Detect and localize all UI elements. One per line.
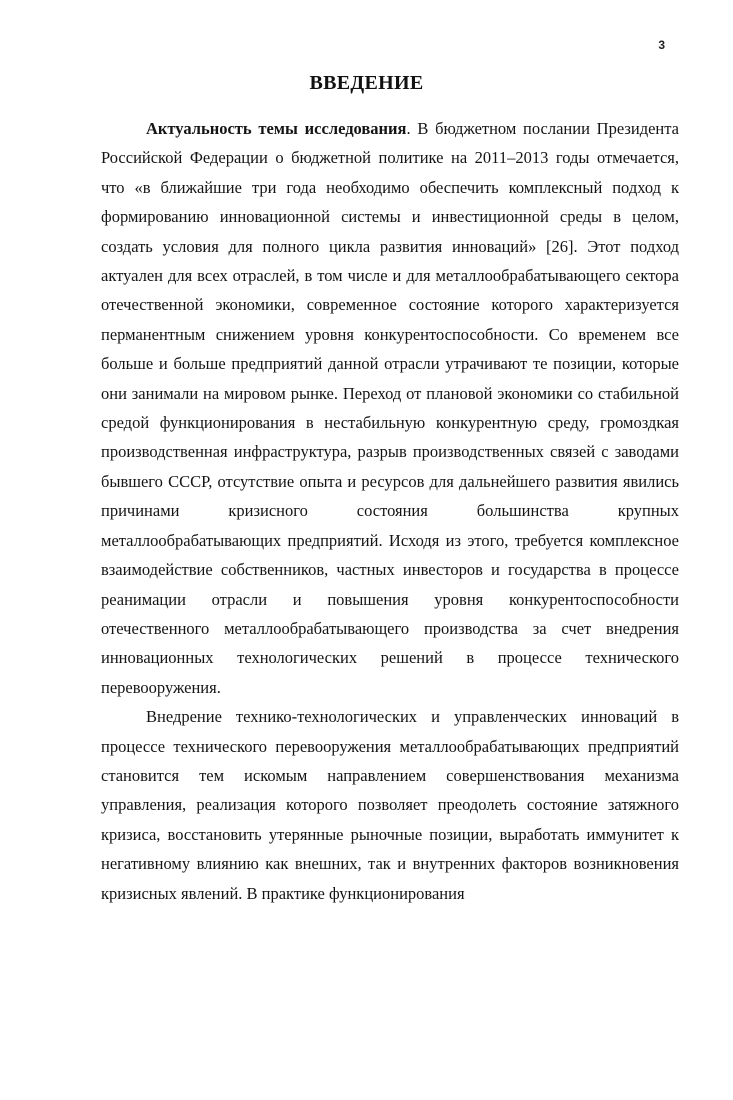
body-text — [101, 114, 679, 908]
page-number: 3 — [658, 38, 665, 52]
paragraph-innovations — [101, 702, 679, 908]
paragraph-text: . В бюджетном послании Президента Российской Федерации о бюджетной политике на 2011–2013 годы отмечается, что «в ближайшие три года необходимо обеспечить комплексный подход к формированию инновационной системы и инвестиционной среды в целом, создать условия для полного цикла развития инноваций» [26]. Этот подход актуален для всех отраслей, в том числе и для металлообрабатывающего сектора отечественной экономики, современное состояние которого характеризуется перманентным снижением уровня конкурентоспособности. Со временем все больше и больше предприятий данной отрасли утрачивают те позиции, которые они занимали на мировом рынке. Переход от плановой экономики со стабильной средой функционирования в нестабильную конкурентную среду, громоздкая производственная инфраструктура, разрыв производственных связей с заводами бывшего СССР, отсутствие опыта и ресурсов для дальнейшего развития явились причинами кризисного состояния большинства крупных металлообрабатывающих предприятий. Исходя из этого, требуется комплексное взаимодействие собственников, частных инвесторов и государства в процессе реанимации отрасли и повышения уровня конкурентоспособности отечественного металлообрабатывающего производства за счет внедрения инновационных технологических решений в процессе технического перевооружения. — [101, 119, 679, 697]
paragraph-lead: Актуальность темы исследования — [146, 119, 407, 138]
section-title: ВВЕДЕНИЕ — [309, 72, 424, 94]
paragraph-text: Внедрение технико-технологических и управленческих инноваций в процессе технического перевооружения металлообрабатывающих предприятий становится тем искомым направлением совершенствования механизма управления, реализация которого позволяет преодолеть состояние затяжного кризиса, восстановить утерянные рыночные позиции, выработать иммунитет к негативному влиянию как внешних, так и внутренних факторов возникновения кризисных явлений. В практике функционирования — [101, 707, 679, 903]
paragraph-relevance — [101, 114, 679, 702]
